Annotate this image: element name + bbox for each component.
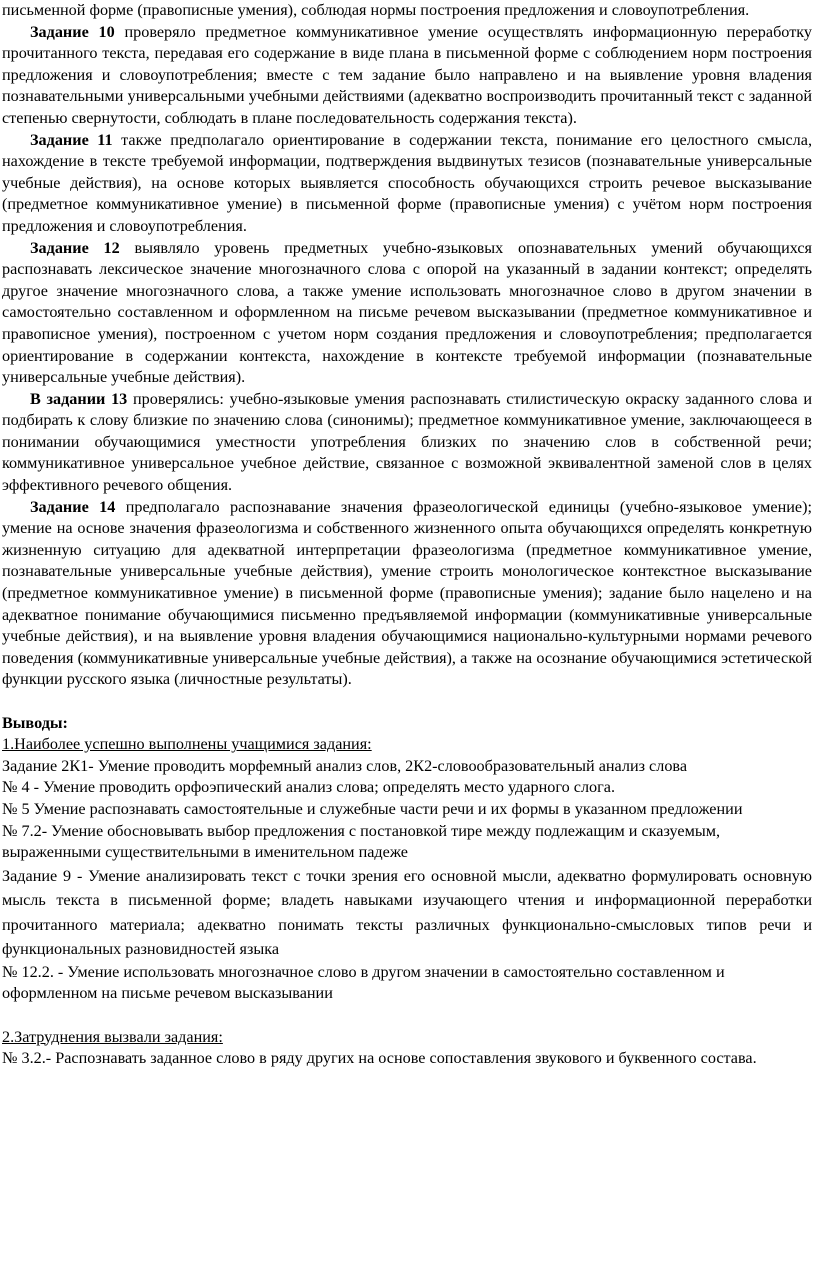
paragraph-text: письменной форме (правописные умения), соблюдая нормы построения предложения и словоупотребления. xyxy=(2,1,750,19)
paragraph-text: также предполагало ориентирование в содержании текста, понимание его целостного смысла, нахождение в тексте требуемой информации, подтверждения выдвинутых тезисов (познавательные универсальные учебные действия), на основе которых выявляется способность обучающихся строить речевое высказывание (предметное коммуникативное умение) в письменной форме (правописные умения) с учётом норм построения предложения и словоупотребления. xyxy=(2,130,812,235)
blank-line xyxy=(2,1005,812,1027)
paragraph-task-11 xyxy=(2,130,812,238)
difficulty-heading: 2.Затруднения вызвали задания: xyxy=(2,1027,223,1046)
success-item: № 5 Умение распознавать самостоятельные и служебные части речи и их формы в указанном предложении xyxy=(2,799,743,818)
success-item: № 4 - Умение проводить орфоэпический анализ слова; определять место ударного слога. xyxy=(2,778,616,797)
paragraph-lead: Задание 12 xyxy=(30,238,120,257)
success-item: № 12.2. - Умение использовать многозначное слово в другом значении в самостоятельно составленном и оформленном на письме речевом высказывании xyxy=(2,962,725,1003)
paragraph-text: выявляло уровень предметных учебно-языковых опознавательных умений обучающихся распознавать лексическое значение многозначного слова с опорой на указанный в задании контекст; определять другое значение многозначного слова, а также умение использовать многозначное слово в другом значении в самостоятельно составленном и оформленном на письме речевом высказывании (предметное коммуникативное и правописное умения), построенном с учетом норм создания предложения и словоупотребления; предполагается ориентирование в содержании контекста, нахождение в контексте требуемой информации (познавательные универсальные учебные действия). xyxy=(2,238,812,387)
paragraph-lead: В задании 13 xyxy=(30,389,128,408)
paragraph-lead: Задание 11 xyxy=(30,130,113,149)
blank-line xyxy=(2,691,812,713)
success-item: Задание 9 - Умение анализировать текст с точки зрения его основной мысли, адекватно формулировать основную мысль текста в письменной форме; владеть навыками изучающего чтения и информационной переработки прочитанного материала; адекватно понимать тексты различных функционально-смысловых типов речи и функциональных разновидностей языка xyxy=(2,866,812,959)
success-heading: 1.Наиболее успешно выполнены учащимися задания: xyxy=(2,735,372,754)
paragraph-lead: Задание 10 xyxy=(30,22,115,41)
conclusions-heading: Выводы: xyxy=(2,713,68,732)
paragraph-task-10 xyxy=(2,22,812,130)
paragraph-task-12 xyxy=(2,238,812,389)
paragraph-lead: Задание 14 xyxy=(30,497,116,516)
paragraph-continuation xyxy=(2,0,812,22)
paragraph-task-13 xyxy=(2,389,812,497)
difficulty-item: № 3.2.- Распознавать заданное слово в ряду других на основе сопоставления звукового и буквенного состава. xyxy=(2,1049,757,1068)
paragraph-text: проверяло предметное коммуникативное умение осуществлять информационную переработку прочитанного текста, передавая его содержание в виде плана в письменной форме с соблюдением норм построения предложения и словоупотребления; вместе с тем задание было направлено и на выявление уровня владения познавательными универсальными учебными действиями (адекватно воспроизводить прочитанный текст с заданной степенью свернутости, соблюдать в плане последовательность содержания текста). xyxy=(2,22,812,127)
paragraph-task-14 xyxy=(2,497,812,691)
paragraph-text: предполагало распознавание значения фразеологической единицы (учебно-языковое умение); умение на основе значения фразеологизма и собственного жизненного опыта обучающихся определять конкретную жизненную ситуацию для адекватной интерпретации фразеологизма (предметное коммуникативное умение, познавательные универсальные учебные действия), умение строить монологическое контекстное высказывание (предметное коммуникативное умение) в письменной форме (правописные умения); задание было нацелено и на адекватное понимание обучающимися письменно предъявляемой информации (коммуникативные универсальные учебные действия), и на выявление уровня владения обучающимися национально-культурными нормами речевого поведения (коммуникативные универсальные учебные действия), а также на осознание обучающимися эстетической функции русского языка (личностные результаты). xyxy=(2,497,813,689)
success-item: № 7.2- Умение обосновывать выбор предложения с постановкой тире между подлежащим и сказуемым, выраженными существительными в именительном падеже xyxy=(2,821,721,862)
paragraph-text: проверялись: учебно-языковые умения распознавать стилистическую окраску заданного слова и подбирать к слову близкие по значению слова (синонимы); предметное коммуникативное умение, заключающееся в понимании обучающимися уместности употребления близких по значению слов в собственной речи; коммуникативное универсальное учебное действие, связанное с возможной эквивалентной заменой слов в целях эффективного речевого общения. xyxy=(2,389,812,495)
success-item: Задание 2К1- Умение проводить морфемный анализ слов, 2К2-словообразовательный анализ слова xyxy=(2,756,688,775)
